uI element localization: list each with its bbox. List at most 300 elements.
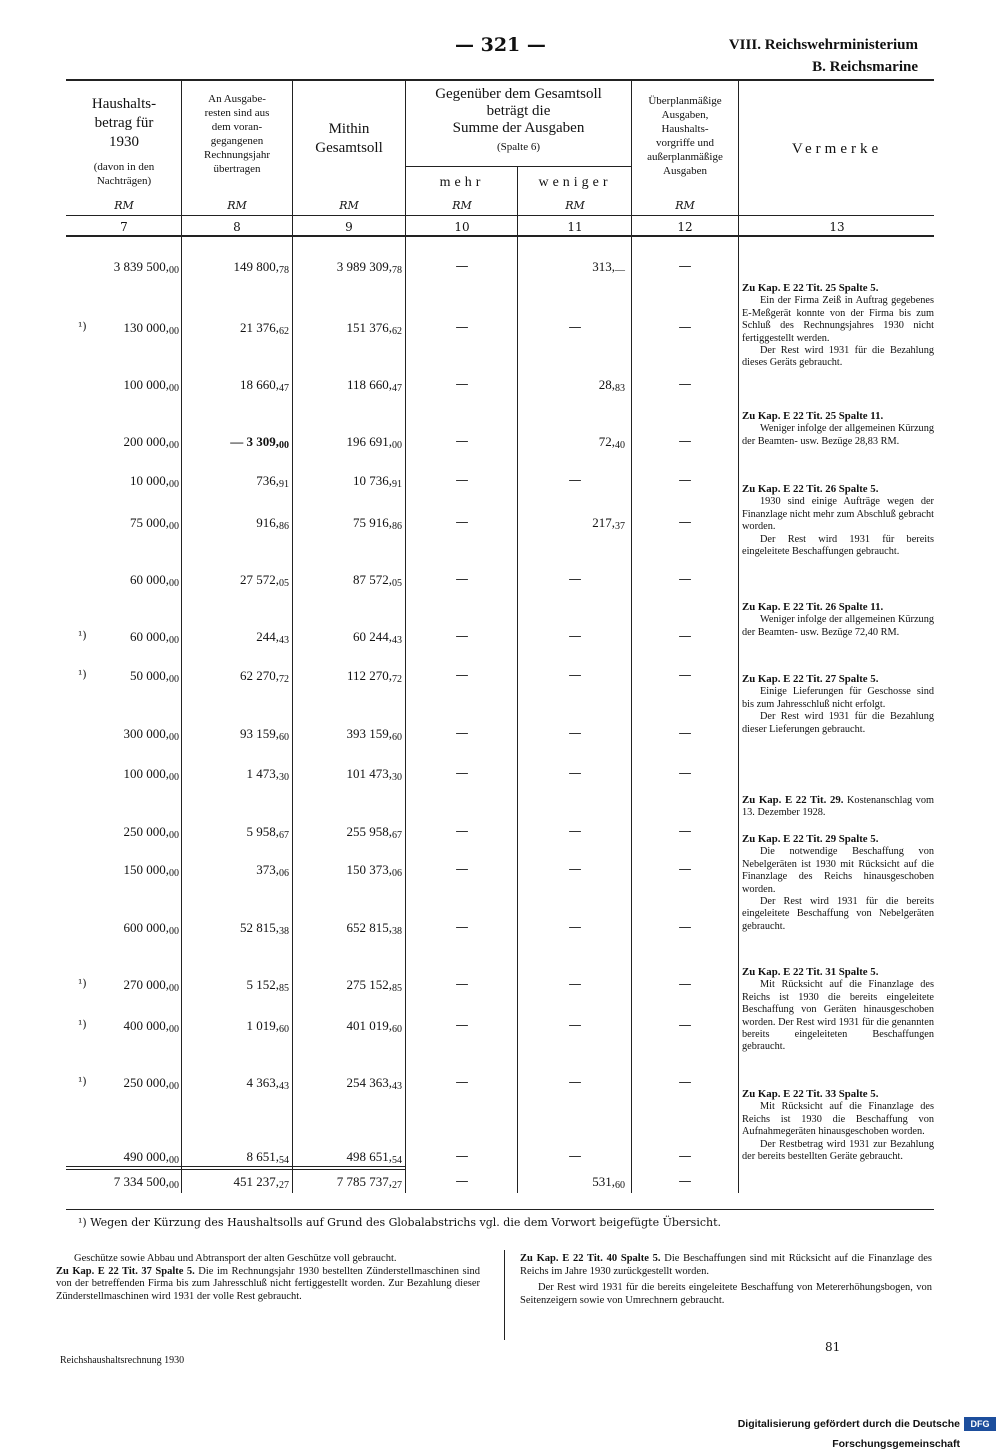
- cell-col7: [68, 920, 179, 937]
- cell-col7: [68, 1149, 179, 1166]
- cell-decimal: 30: [392, 772, 402, 783]
- cell-integer: 3 839 500,: [113, 259, 169, 274]
- cell-decimal: 67: [392, 830, 402, 841]
- unit-col10: RM: [452, 199, 472, 212]
- col10-11-subheader: (Spalte 6): [496, 141, 541, 153]
- note-body: Weniger infolge der allgemeinen Kürzung der Beamten- usw. Bezüge 72,40 RM.: [742, 614, 934, 638]
- cell-col8: [183, 726, 289, 743]
- cell-col11: —: [568, 862, 582, 877]
- cell-decimal: 78: [279, 265, 289, 276]
- total-col8: 451 $237,_{27}$: [233, 1174, 289, 1191]
- cell-integer: 300 000,: [123, 726, 169, 741]
- cell-col7: [68, 473, 179, 490]
- cell-integer: 490 000,: [123, 1149, 169, 1164]
- cell-col12: —: [678, 1018, 692, 1033]
- cell-col9: [294, 920, 402, 937]
- bottom-right-text: [520, 1253, 932, 1307]
- cell-integer: 4 363,: [246, 1075, 279, 1090]
- cell-decimal: 43: [392, 635, 402, 646]
- cell-integer: 3 989 309,: [336, 259, 392, 274]
- cell-col9: [294, 766, 402, 783]
- cell-col7: [68, 377, 179, 394]
- cell-integer: — 3 309,: [230, 434, 279, 449]
- cell-col12: —: [678, 977, 692, 992]
- cell-col12: —: [678, 1149, 692, 1164]
- cell-integer: 916,: [256, 515, 279, 530]
- col11-header: weniger: [538, 175, 612, 190]
- cell-col12: —: [678, 629, 692, 644]
- bottom-right-body: Die Beschaffungen sind mit Rücksicht auf die Finanzlage des Reichs im Jahre 1930 zurückgestellt worden.: [520, 1253, 932, 1277]
- cell-decimal: 05: [392, 578, 402, 589]
- cell-integer: 255 958,: [346, 824, 392, 839]
- cell-col11: —: [568, 473, 582, 488]
- cell-integer: 275 152,: [346, 977, 392, 992]
- page-marker: 81: [825, 1340, 841, 1354]
- cell-col7: [68, 766, 179, 783]
- cell-decimal: 60: [279, 1024, 289, 1035]
- cell-col8: [183, 1149, 289, 1166]
- cell-decimal: 78: [392, 265, 402, 276]
- cell-col11: —: [568, 629, 582, 644]
- note-7: [742, 833, 934, 933]
- cell-col12: —: [678, 726, 692, 741]
- cell-integer: 60 244,: [353, 629, 392, 644]
- cell-decimal: —: [615, 265, 625, 276]
- cell-decimal: 43: [392, 1081, 402, 1092]
- cell-decimal: 43: [279, 635, 289, 646]
- footnote-marker: ¹): [78, 668, 87, 681]
- cell-decimal: 00: [169, 1024, 179, 1035]
- cell-col9: [294, 515, 402, 532]
- colnum-12: 12: [677, 220, 693, 234]
- cell-col7: [68, 862, 179, 879]
- note-9: [742, 1088, 934, 1163]
- table-bottom-rule: [66, 1209, 934, 1210]
- col-rule-12-13: [738, 79, 739, 1193]
- cell-col7: [68, 434, 179, 451]
- cell-integer: 250 000,: [123, 824, 169, 839]
- cell-col8: [183, 473, 289, 490]
- cell-col10: —: [455, 862, 469, 877]
- cell-decimal: 62: [279, 326, 289, 337]
- cell-col11: —: [568, 320, 582, 335]
- cell-integer: 72,: [598, 434, 615, 449]
- page-number: — 321 —: [455, 34, 546, 56]
- note-heading: Zu Kap. E 22 Tit. 25 Spalte 11.: [742, 410, 884, 422]
- cell-col12: —: [678, 572, 692, 587]
- cell-col11: —: [568, 920, 582, 935]
- cell-decimal: 72: [279, 674, 289, 685]
- cell-decimal: 40: [615, 440, 625, 451]
- bottom-left-continuation: Geschütze sowie Abbau und Abtransport der alten Geschütze voll gebraucht.: [74, 1253, 397, 1264]
- cell-integer: 498 651,: [346, 1149, 392, 1164]
- cell-integer: 401 019,: [346, 1018, 392, 1033]
- note-heading: Zu Kap. E 22 Tit. 25 Spalte 5.: [742, 282, 879, 294]
- cell-col8: [183, 862, 289, 879]
- cell-col9: [294, 668, 402, 685]
- cell-col7: [68, 668, 179, 685]
- cell-col12: —: [678, 515, 692, 530]
- cell-decimal: 00: [169, 983, 179, 994]
- cell-integer: 101 473,: [346, 766, 392, 781]
- unit-col7: RM: [114, 199, 134, 212]
- cell-col11: —: [568, 1075, 582, 1090]
- cell-col9: [294, 259, 402, 276]
- cell-integer: 736,: [256, 473, 279, 488]
- cell-integer: 313,: [592, 259, 615, 274]
- note-body-2: Der Rest wird 1931 für die Bezahlung dieser Lieferungen gebraucht.: [742, 711, 934, 735]
- unit-col9: RM: [339, 199, 359, 212]
- cell-decimal: 91: [279, 479, 289, 490]
- cell-decimal: 00: [169, 265, 179, 276]
- cell-col10: —: [455, 766, 469, 781]
- ministry-title: VIII. Reichswehrministerium: [728, 37, 918, 53]
- cell-col10: —: [455, 320, 469, 335]
- cell-decimal: 43: [279, 1081, 289, 1092]
- cell-integer: 118 660,: [346, 377, 392, 392]
- note-body: Die notwendige Beschaffung von Nebelgeräten ist 1930 mit Rücksicht auf die Finanzlage des Reichs hinausgeschoben worden.: [742, 846, 934, 895]
- note-heading: Zu Kap. E 22 Tit. 33 Spalte 5.: [742, 1088, 879, 1100]
- cell-col10: —: [455, 377, 469, 392]
- cell-integer: 60 000,: [130, 572, 169, 587]
- col7-header: Haushalts- betrag für 1930: [91, 96, 157, 150]
- cell-decimal: 60: [392, 732, 402, 743]
- cell-col8: [183, 629, 289, 646]
- cell-integer: 151 376,: [346, 320, 392, 335]
- cell-decimal: 67: [279, 830, 289, 841]
- total-col7: 7 334 $500,_{00}$: [113, 1174, 179, 1191]
- footnote-marker: ¹): [78, 1075, 87, 1088]
- cell-col8: [183, 320, 289, 337]
- cell-integer: 150 373,: [346, 862, 392, 877]
- cell-integer: 60 000,: [130, 629, 169, 644]
- colnum-8: 8: [233, 220, 241, 234]
- cell-integer: 652 815,: [346, 920, 392, 935]
- cell-integer: 393 159,: [346, 726, 392, 741]
- total-rule-2: [66, 1169, 406, 1170]
- cell-col8: [183, 377, 289, 394]
- colnum-13: 13: [829, 220, 845, 234]
- cell-col11: —: [568, 1018, 582, 1033]
- cell-col10: —: [455, 1149, 469, 1164]
- col-rule-8-9: [292, 79, 293, 1193]
- note-4: [742, 601, 934, 639]
- mehr-weniger-rule: [405, 166, 631, 167]
- footnote-marker: ¹): [78, 320, 87, 333]
- cell-col8: [183, 977, 289, 994]
- col13-header: Vermerke: [791, 141, 883, 157]
- cell-decimal: 05: [279, 578, 289, 589]
- cell-col12: —: [678, 920, 692, 935]
- cell-decimal: 91: [392, 479, 402, 490]
- cell-integer: 100 000,: [123, 766, 169, 781]
- note-6: [742, 794, 934, 820]
- cell-integer: 50 000,: [130, 668, 169, 683]
- cell-decimal: 47: [279, 383, 289, 394]
- col10-11-header: Gegenüber dem Gesamtsoll beträgt die Summe der Ausgaben: [435, 86, 602, 136]
- note-body-2: Der Rest wird 1931 für die bereits eingeleitete Beschaffung von Nebelgeräten gebraucht.: [742, 896, 934, 932]
- cell-decimal: 00: [392, 440, 402, 451]
- note-heading: Zu Kap. E 22 Tit. 26 Spalte 11.: [742, 601, 884, 613]
- cell-col12: —: [678, 259, 692, 274]
- cell-decimal: 00: [169, 732, 179, 743]
- col7-subheader: (davon in den Nachträgen): [93, 161, 155, 187]
- cell-col7: [68, 824, 179, 841]
- cell-col12: —: [678, 862, 692, 877]
- cell-col10: —: [455, 1018, 469, 1033]
- cell-decimal: 47: [392, 383, 402, 394]
- note-heading: Zu Kap. E 22 Tit. 29.: [742, 794, 844, 806]
- note-heading: Zu Kap. E 22 Tit. 26 Spalte 5.: [742, 483, 879, 495]
- cell-col12: —: [678, 377, 692, 392]
- cell-decimal: 00: [169, 830, 179, 841]
- cell-decimal: 85: [392, 983, 402, 994]
- cell-decimal: 37: [615, 521, 625, 532]
- cell-col7: [68, 1018, 179, 1035]
- cell-col11: —: [568, 977, 582, 992]
- cell-decimal: 38: [392, 926, 402, 937]
- cell-integer: 150 000,: [123, 862, 169, 877]
- cell-decimal: 00: [169, 1081, 179, 1092]
- cell-col7: [68, 515, 179, 532]
- colnum-10: 10: [454, 220, 470, 234]
- col-rule-7-8: [181, 79, 182, 1193]
- cell-col9: [294, 1075, 402, 1092]
- cell-col12: —: [678, 473, 692, 488]
- unit-rule: [66, 215, 934, 216]
- cell-integer: 10 736,: [353, 473, 392, 488]
- digitization-note: Digitalisierung gefördert durch die Deutsche Forschungsgemeinschaft: [737, 1418, 960, 1450]
- cell-col8: [183, 668, 289, 685]
- note-8: [742, 966, 934, 1054]
- cell-integer: 75 916,: [353, 515, 392, 530]
- cell-decimal: 86: [392, 521, 402, 532]
- cell-col9: [294, 473, 402, 490]
- note-body: Kostenanschlag vom 13. Dezember 1928.: [742, 795, 934, 819]
- cell-integer: 87 572,: [353, 572, 392, 587]
- cell-col7: [68, 726, 179, 743]
- cell-col10: —: [455, 629, 469, 644]
- header-bottom-rule: [66, 235, 934, 237]
- cell-col11: [519, 259, 625, 276]
- cell-col10: —: [455, 1075, 469, 1090]
- cell-decimal: 60: [279, 732, 289, 743]
- cell-col9: [294, 320, 402, 337]
- cell-col12: —: [678, 668, 692, 683]
- cell-col8: [183, 920, 289, 937]
- section-title: B. Reichsmarine: [812, 59, 918, 75]
- cell-integer: 28,: [598, 377, 615, 392]
- note-body-2: Der Rest wird 1931 für die Bezahlung dieses Geräts gebraucht.: [742, 345, 934, 369]
- cell-col10: —: [455, 473, 469, 488]
- cell-decimal: 72: [392, 674, 402, 685]
- cell-integer: 130 000,: [123, 320, 169, 335]
- cell-col10: —: [455, 726, 469, 741]
- cell-decimal: 30: [279, 772, 289, 783]
- cell-col11: —: [568, 766, 582, 781]
- cell-decimal: 60: [392, 1024, 402, 1035]
- cell-col8: [183, 572, 289, 589]
- total-col12: —: [678, 1174, 692, 1189]
- col10-header: mehr: [439, 175, 485, 190]
- bottom-left-heading: Zu Kap. E 22 Tit. 37 Spalte 5.: [56, 1265, 195, 1277]
- cell-col10: —: [455, 668, 469, 683]
- cell-integer: 10 000,: [130, 473, 169, 488]
- running-foot: Reichshaushaltsrechnung 1930: [60, 1355, 185, 1366]
- cell-col10: —: [455, 977, 469, 992]
- footnote-marker: ¹): [78, 977, 87, 990]
- note-3: [742, 483, 934, 558]
- footnote: ¹) Wegen der Kürzung des Haushaltsolls auf Grund des Globalabstrichs vgl. die dem Vorwort beigefügte Übersicht.: [78, 1216, 721, 1229]
- cell-col7: [68, 977, 179, 994]
- table-top-rule: [66, 79, 934, 81]
- cell-decimal: 00: [169, 440, 179, 451]
- colnum-7: 7: [120, 220, 128, 234]
- footnote-marker: ¹): [78, 629, 87, 642]
- cell-col8: [183, 434, 289, 451]
- cell-decimal: 54: [279, 1155, 289, 1166]
- cell-integer: 600 000,: [123, 920, 169, 935]
- cell-integer: 149 800,: [233, 259, 279, 274]
- unit-col8: RM: [227, 199, 247, 212]
- cell-decimal: 06: [279, 868, 289, 879]
- cell-col8: [183, 515, 289, 532]
- cell-integer: 244,: [256, 629, 279, 644]
- cell-integer: 1 019,: [246, 1018, 279, 1033]
- cell-col12: —: [678, 320, 692, 335]
- cell-col12: —: [678, 434, 692, 449]
- cell-decimal: 00: [169, 674, 179, 685]
- cell-decimal: 86: [279, 521, 289, 532]
- cell-col8: [183, 1075, 289, 1092]
- bottom-divider: [504, 1250, 505, 1340]
- cell-integer: 200 000,: [123, 434, 169, 449]
- note-body-2: Der Restbetrag wird 1931 zur Bezahlung der bereits bestellten Geräte gebraucht.: [742, 1138, 934, 1163]
- cell-decimal: 00: [169, 383, 179, 394]
- cell-col10: —: [455, 259, 469, 274]
- cell-col9: [294, 862, 402, 879]
- cell-integer: 52 815,: [240, 920, 279, 935]
- cell-integer: 100 000,: [123, 377, 169, 392]
- bottom-right-body-2: Der Rest wird 1931 für die bereits eingeleitete Beschaffung von Metererhöhungsbogen, von Seitenzeigern sowie von Umrechnern gebraucht.: [520, 1282, 932, 1306]
- unit-col11: RM: [565, 199, 585, 212]
- total-col10: —: [455, 1174, 469, 1189]
- cell-integer: 5 152,: [246, 977, 279, 992]
- cell-integer: 5 958,: [246, 824, 279, 839]
- cell-col9: [294, 434, 402, 451]
- cell-integer: 250 000,: [123, 1075, 169, 1090]
- cell-col7: [68, 259, 179, 276]
- cell-col11: —: [568, 668, 582, 683]
- note-body: Weniger infolge der allgemeinen Kürzung der Beamten- usw. Bezüge 28,83 RM.: [742, 423, 934, 447]
- cell-integer: 254 363,: [346, 1075, 392, 1090]
- cell-col8: [183, 766, 289, 783]
- chapter-heading: [729, 34, 918, 78]
- cell-decimal: 62: [392, 326, 402, 337]
- note-2: [742, 410, 934, 448]
- cell-decimal: 00: [169, 1155, 179, 1166]
- cell-col11: [519, 515, 625, 532]
- note-1: [742, 282, 934, 370]
- bottom-right-heading: Zu Kap. E 22 Tit. 40 Spalte 5.: [520, 1253, 661, 1264]
- cell-col8: [183, 259, 289, 276]
- cell-integer: 8 651,: [246, 1149, 279, 1164]
- cell-decimal: 00: [169, 635, 179, 646]
- cell-integer: 93 159,: [240, 726, 279, 741]
- cell-col11: [519, 377, 625, 394]
- cell-col9: [294, 629, 402, 646]
- col-rule-9-10: [405, 79, 406, 1193]
- cell-decimal: 85: [279, 983, 289, 994]
- cell-col11: —: [568, 726, 582, 741]
- cell-decimal: 38: [279, 926, 289, 937]
- cell-decimal: 83: [615, 383, 625, 394]
- bottom-left-text: [56, 1253, 480, 1303]
- cell-col7: [68, 629, 179, 646]
- cell-col9: [294, 824, 402, 841]
- cell-col10: —: [455, 515, 469, 530]
- cell-col8: [183, 824, 289, 841]
- col9-header: Mithin Gesamtsoll: [315, 121, 383, 156]
- cell-col8: [183, 1018, 289, 1035]
- cell-integer: 1 473,: [246, 766, 279, 781]
- colnum-11: 11: [567, 220, 583, 234]
- note-heading: Zu Kap. E 22 Tit. 31 Spalte 5.: [742, 966, 879, 978]
- cell-decimal: 00: [169, 326, 179, 337]
- cell-col10: —: [455, 920, 469, 935]
- cell-integer: 270 000,: [123, 977, 169, 992]
- cell-integer: 217,: [592, 515, 615, 530]
- cell-col9: [294, 572, 402, 589]
- footnote-marker: ¹): [78, 1018, 87, 1031]
- total-col11: $531,_{60}$: [592, 1174, 625, 1191]
- note-body: Einige Lieferungen für Geschosse sind bis zum Jahresschluß nicht erfolgt.: [742, 686, 934, 710]
- cell-col9: [294, 1149, 402, 1166]
- col12-header: Überplanmäßige Ausgaben, Haushalts- vorgriffe und außerplanmäßige Ausgaben: [647, 95, 723, 177]
- cell-integer: 27 572,: [240, 572, 279, 587]
- cell-col10: —: [455, 434, 469, 449]
- cell-decimal: 00: [169, 578, 179, 589]
- total-rule-1: [66, 1166, 406, 1167]
- cell-col7: [68, 320, 179, 337]
- note-5: [742, 673, 934, 736]
- cell-integer: 75 000,: [130, 515, 169, 530]
- cell-col11: —: [568, 1149, 582, 1164]
- cell-integer: 18 660,: [240, 377, 279, 392]
- cell-col10: —: [455, 572, 469, 587]
- bottom-left-body: Die im Rechnungsjahr 1930 bestellten Zünderstellmaschinen sind von der betreffenden Firma bis zum Jahresschluß nicht fertiggestellt worden. Zur Bezahlung dieser Zünderstellmaschinen wird 1931 der volle Rest gebraucht.: [56, 1265, 480, 1302]
- cell-decimal: 00: [169, 926, 179, 937]
- cell-col9: [294, 1018, 402, 1035]
- cell-col9: [294, 377, 402, 394]
- cell-col11: [519, 434, 625, 451]
- col-rule-11-12: [631, 79, 632, 1193]
- cell-decimal: 00: [169, 772, 179, 783]
- col8-header: An Ausgabe- resten sind aus dem voran- gegangenen Rechnungsjahr übertragen: [204, 93, 270, 175]
- col-rule-10-11: [517, 166, 518, 1193]
- colnum-9: 9: [345, 220, 353, 234]
- cell-col11: —: [568, 824, 582, 839]
- cell-col9: [294, 977, 402, 994]
- cell-integer: 21 376,: [240, 320, 279, 335]
- cell-decimal: 00: [169, 521, 179, 532]
- cell-col7: [68, 1075, 179, 1092]
- cell-col9: [294, 726, 402, 743]
- dfg-logo-icon: DFG: [964, 1417, 996, 1431]
- note-heading: Zu Kap. E 22 Tit. 27 Spalte 5.: [742, 673, 879, 685]
- cell-integer: 62 270,: [240, 668, 279, 683]
- cell-col11: —: [568, 572, 582, 587]
